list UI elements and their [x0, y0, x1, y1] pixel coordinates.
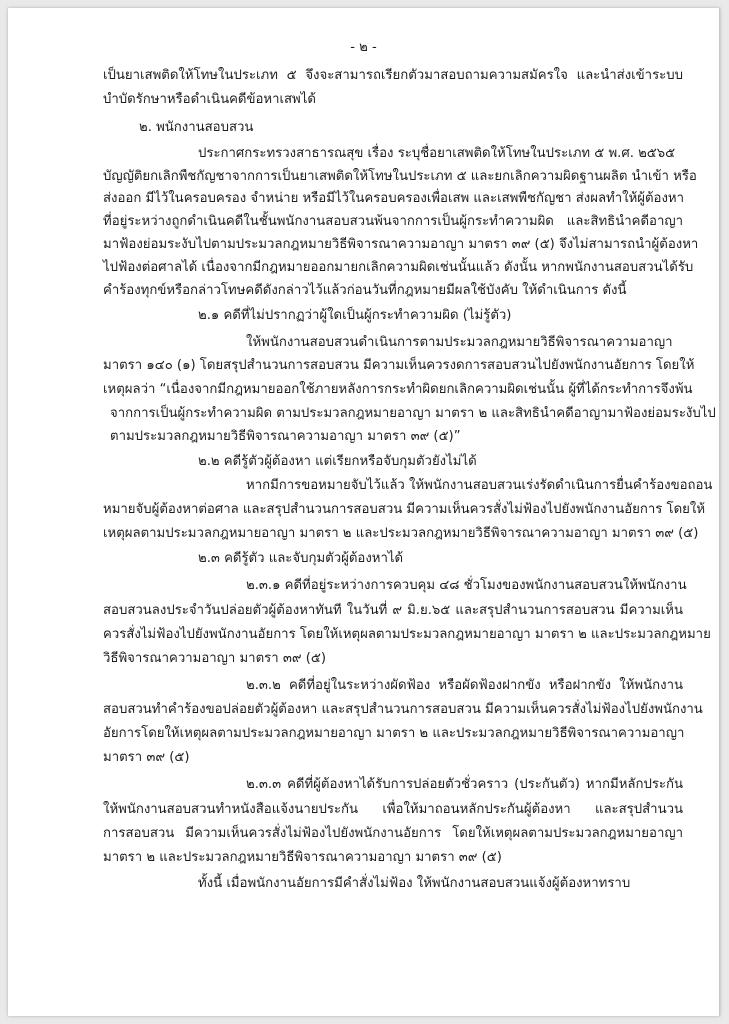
text-line: มาตรา ๒ และประมวลกฎหมายวิธีพิจารณาความอาญา มาตรา ๓๙ (๕)	[103, 850, 502, 865]
text-line: ๒.๑ คดีที่ไม่ปรากฏว่าผู้ใดเป็นผู้กระทำความผิด (ไม่รู้ตัว)	[198, 308, 512, 323]
text-line: มาตรา ๓๙ (๕)	[103, 750, 190, 765]
text-line: สอบสวนทำคำร้องขอปล่อยตัวผู้ต้องหา และสรุปสำนวนการสอบสวน มีความเห็นควรสั่งไม่ฟ้องไปยังพนักงาน	[103, 702, 703, 717]
text-line: ๒.๓.๑ คดีที่อยู่ระหว่างการควบคุม ๔๘ ชั่วโมงของพนักงานสอบสวนให้พนักงาน	[246, 578, 687, 593]
page-number: - ๒ -	[350, 40, 377, 55]
text-line: คำร้องทุกข์หรือกล่าวโทษคดีดังกล่าวไว้แล้วก่อนวันที่กฎหมายมีผลใช้บังคับ ให้ดำเนินการ ดังนี้	[103, 283, 627, 298]
text-line: อัยการโดยให้เหตุผลตามประมวลกฎหมายอาญา มาตรา ๒ และประมวลกฎหมายวิธีพิจารณาความอาญา	[103, 726, 685, 741]
text-line: มาฟ้องย่อมระงับไปตามประมวลกฎหมายวิธีพิจารณาความอาญา มาตรา ๓๙ (๕) จึงไม่สามารถนำผู้ต้องหา	[103, 237, 699, 252]
text-line: ๒. พนักงานสอบสวน	[139, 120, 254, 135]
text-line: เป็นยาเสพติดให้โทษในประเภท ๕ จึงจะสามารถเรียกตัวมาสอบถามความสมัครใจ และนำส่งเข้าระบบ	[103, 68, 683, 83]
text-line: ที่อยู่ระหว่างถูกดำเนินคดีในชั้นพนักงานสอบสวนพ้นจากการเป็นผู้กระทำความผิด และสิทธินำคดีอาญา	[103, 214, 683, 229]
text-line: วิธีพิจารณาความอาญา มาตรา ๓๙ (๕)	[103, 651, 326, 666]
text-line: การสอบสวน มีความเห็นควรสั่งไม่ฟ้องไปยังพนักงานอัยการ โดยให้เหตุผลตามประมวลกฎหมายอาญา	[103, 826, 683, 841]
text-line: ไปฟ้องต่อศาลได้ เนื่องจากมีกฎหมายออกมายกเลิกความผิดเช่นนั้นแล้ว ดังนั้น หากพนักงานสอบสวนได้รับ	[103, 260, 694, 275]
text-line: ให้พนักงานสอบสวนดำเนินการตามประมวลกฎหมายวิธีพิจารณาความอาญา	[246, 335, 673, 350]
text-line: บัญญัติยกเลิกพืชกัญชาจากการเป็นยาเสพติดให้โทษในประเภท ๕ และยกเลิกความผิดฐานผลิต นำเข้า หรือ	[103, 169, 697, 184]
text-line: ตามประมวลกฎหมายวิธีพิจารณาความอาญา มาตรา ๓๙ (๕)”	[110, 429, 461, 444]
text-line: หากมีการขอหมายจับไว้แล้ว ให้พนักงานสอบสวนเร่งรัดดำเนินการยื่นคำร้องขอถอน	[246, 478, 713, 493]
text-line: จากการเป็นผู้กระทำความผิด ตามประมวลกฎหมายอาญา มาตรา ๒ และสิทธินำคดีอาญามาฟ้องย่อมระงับไป	[110, 406, 716, 421]
text-line: ส่งออก มีไว้ในครอบครอง จำหน่าย หรือมีไว้ในครอบครองเพื่อเสพ และเสพพืชกัญชา ส่งผลทำให้ผู้ต้องหา	[103, 191, 685, 206]
text-line: ทั้งนี้ เมื่อพนักงานอัยการมีคำสั่งไม่ฟ้อง ให้พนักงานสอบสวนแจ้งผู้ต้องหาทราบ	[198, 876, 631, 891]
text-line: เหตุผลตามประมวลกฎหมายอาญา มาตรา ๒ และประมวลกฎหมายวิธีพิจารณาความอาญา มาตรา ๓๙ (๕)	[103, 526, 699, 541]
text-line: ๒.๓ คดีรู้ตัว และจับกุมตัวผู้ต้องหาได้	[198, 551, 404, 566]
text-line: ประกาศกระทรวงสาธารณสุข เรื่อง ระบุชื่อยาเสพติดให้โทษในประเภท ๕ พ.ศ. ๒๕๖๕	[198, 146, 676, 161]
text-line: ควรสั่งไม่ฟ้องไปยังพนักงานอัยการ โดยให้เหตุผลตามประมวลกฎหมายอาญา มาตรา ๒ และประมวลกฎหมาย	[103, 627, 711, 642]
document-page	[8, 8, 720, 1016]
text-line: ให้พนักงานสอบสวนทำหนังสือแจ้งนายประกัน เพื่อให้มาถอนหลักประกันผู้ต้องหา และสรุปสำนวน	[103, 802, 683, 817]
text-line: ๒.๓.๓ คดีที่ผู้ต้องหาได้รับการปล่อยตัวชั่วคราว (ประกันตัว) หากมีหลักประกัน	[246, 777, 683, 792]
text-line: ๒.๒ คดีรู้ตัวผู้ต้องหา แต่เรียกหรือจับกุมตัวยังไม่ได้	[198, 454, 477, 469]
text-line: เหตุผลว่า “เนื่องจากมีกฎหมายออกใช้ภายหลังการกระทำผิดยกเลิกความผิดเช่นนั้น ผู้ที่ได้กระทำการจึงพ้น	[103, 382, 693, 397]
text-line: บำบัดรักษาหรือดำเนินคดีข้อหาเสพได้	[103, 92, 316, 107]
text-line: หมายจับผู้ต้องหาต่อศาล และสรุปสำนวนการสอบสวน มีความเห็นควรสั่งไม่ฟ้องไปยังพนักงานอัยการ โดยให้	[103, 502, 706, 517]
text-line: ๒.๓.๒ คดีที่อยู่ในระหว่างผัดฟ้อง หรือผัดฟ้องฝากขัง หรือฝากขัง ให้พนักงาน	[246, 678, 683, 693]
text-line: สอบสวนลงประจำวันปล่อยตัวผู้ต้องหาทันที ในวันที่ ๙ มิ.ย.๖๕ และสรุปสำนวนการสอบสวน มีความเห็น	[103, 603, 683, 618]
text-line: มาตรา ๑๔๐ (๑) โดยสรุปสำนวนการสอบสวน มีความเห็นควรงดการสอบสวนไปยังพนักงานอัยการ โดยให้	[103, 358, 695, 373]
